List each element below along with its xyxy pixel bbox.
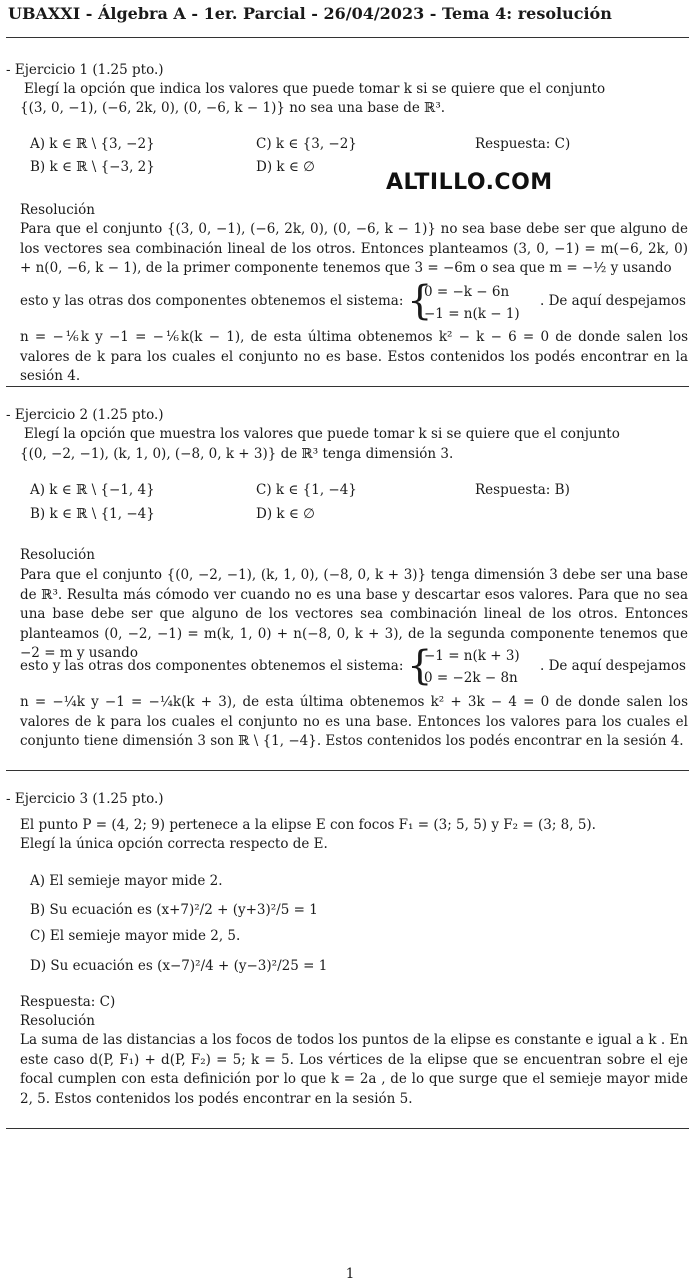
answer: Respuesta: C) xyxy=(20,994,116,1010)
option-d: D) Su ecuación es (x−7)²/4 + (y−3)²/25 = 1 xyxy=(30,958,328,974)
option-c: C) El semieje mayor mide 2, 5. xyxy=(30,928,241,944)
resolution-text: Para que el conjunto {(0, −2, −1), (k, 1, 0), (−8, 0, k + 3)} tenga dimensión 3 debe ser una base de ℝ³. Resulta más cómodo ver cuando no es una base y descartar esos valores. Para que no sea una base debe ser que alguno de los vectores sea combinación lineal de los otros. Entonces planteamos (0, −2, −1) = m(k, 1, 0) + n(−8, 0, k + 3), de la segunda componente tenemos que −2 = m y usando xyxy=(20,567,688,661)
option-c: C) k ∈ {3, −2} xyxy=(256,136,357,152)
option-b: B) k ∈ ℝ \ {−3, 2} xyxy=(30,159,155,175)
divider xyxy=(6,386,689,387)
question-line: El punto P = (4, 2; 9) pertenece a la elipse E con focos F₁ = (3; 5, 5) y F₂ = (3; 8, 5). xyxy=(20,817,596,833)
option-a: A) k ∈ ℝ \ {3, −2} xyxy=(30,136,155,152)
option-d: D) k ∈ ∅ xyxy=(256,159,315,175)
question-line: Elegí la opción que muestra los valores que puede tomar k si se quiere que el conjunto xyxy=(24,426,620,442)
brace-icon: { xyxy=(407,643,433,689)
answer: Respuesta: B) xyxy=(475,482,570,498)
resolution-text: n = −⅙k y −1 = −⅙k(k − 1), de esta última obtenemos k² − k − 6 = 0 de donde salen los valores de k para los cuales el conjunto no es base. Estos contenidos los podés encontrar en la sesión 4. xyxy=(20,329,688,384)
divider xyxy=(6,1128,689,1129)
option-a: A) El semieje mayor mide 2. xyxy=(30,873,223,889)
exercise-heading: - Ejercicio 2 (1.25 pto.) xyxy=(6,407,164,423)
question-line: Elegí la única opción correcta respecto de E. xyxy=(20,836,328,852)
option-b: B) k ∈ ℝ \ {1, −4} xyxy=(30,506,155,522)
watermark: ALTILLO.COM xyxy=(386,170,553,195)
exercise-heading: - Ejercicio 3 (1.25 pto.) xyxy=(6,791,164,807)
system-equation: 0 = −2k − 8n xyxy=(424,670,518,686)
divider xyxy=(6,37,689,38)
resolution-text: La suma de las distancias a los focos de todos los puntos de la elipse es constante e igual a k . En este caso d(P, F₁) + d(P, F₂) = 5; k = 5. Los vértices de la elipse que se encuentran sobre el eje focal cumplen con esta definición por lo que k = 2a , de lo que surge que el semieje mayor mide 2, 5. Estos contenidos los podés encontrar en la sesión 5. xyxy=(20,1032,688,1107)
question-line: {(0, −2, −1), (k, 1, 0), (−8, 0, k + 3)} de ℝ³ tenga dimensión 3. xyxy=(20,446,454,462)
resolution-text: Para que el conjunto {(3, 0, −1), (−6, 2k, 0), (0, −6, k − 1)} no sea base debe ser que alguno de los vectores sea combinación lineal de los otros. Entonces planteamos (3, 0, −1) = m(−6, 2k, 0) + n(0, −6, k − 1), de la primer componente tenemos que 3 = −6m o sea que m = −½ y usando xyxy=(20,221,688,276)
answer: Respuesta: C) xyxy=(475,136,571,152)
page-number: 1 xyxy=(345,1266,355,1282)
option-a: A) k ∈ ℝ \ {−1, 4} xyxy=(30,482,155,498)
system-lead: esto y las otras dos componentes obtenemos el sistema: xyxy=(20,293,404,309)
resolution-text: n = −¼k y −1 = −¼k(k + 3), de esta última obtenemos k² + 3k − 4 = 0 de donde salen los valores de k para los cuales el conjunto no es una base. Entonces los valores para los cuales el conjunto tiene dimensión 3 son ℝ \ {1, −4}. Estos contenidos los podés encontrar en la sesión 4. xyxy=(20,694,688,749)
exercise-heading: - Ejercicio 1 (1.25 pto.) xyxy=(6,62,164,78)
resolution-label: Resolución xyxy=(20,1013,95,1029)
system-equation: 0 = −k − 6n xyxy=(424,284,510,300)
brace-icon: { xyxy=(407,278,433,324)
system-tail: . De aquí despejamos xyxy=(540,658,686,674)
question-line: {(3, 0, −1), (−6, 2k, 0), (0, −6, k − 1)} no sea una base de ℝ³. xyxy=(20,100,446,116)
option-c: C) k ∈ {1, −4} xyxy=(256,482,357,498)
system-equation: −1 = n(k + 3) xyxy=(424,648,520,664)
option-d: D) k ∈ ∅ xyxy=(256,506,315,522)
option-b: B) Su ecuación es (x+7)²/2 + (y+3)²/5 = 1 xyxy=(30,902,318,918)
document-title: UBAXXI - Álgebra A - 1er. Parcial - 26/04/2023 - Tema 4: resolución xyxy=(8,4,612,23)
system-equation: −1 = n(k − 1) xyxy=(424,306,520,322)
resolution-label: Resolución xyxy=(20,547,95,563)
system-lead: esto y las otras dos componentes obtenemos el sistema: xyxy=(20,658,404,674)
resolution-label: Resolución xyxy=(20,202,95,218)
system-tail: . De aquí despejamos xyxy=(540,293,686,309)
question-line: Elegí la opción que indica los valores que puede tomar k si se quiere que el conjunto xyxy=(24,81,606,97)
divider xyxy=(6,770,689,771)
